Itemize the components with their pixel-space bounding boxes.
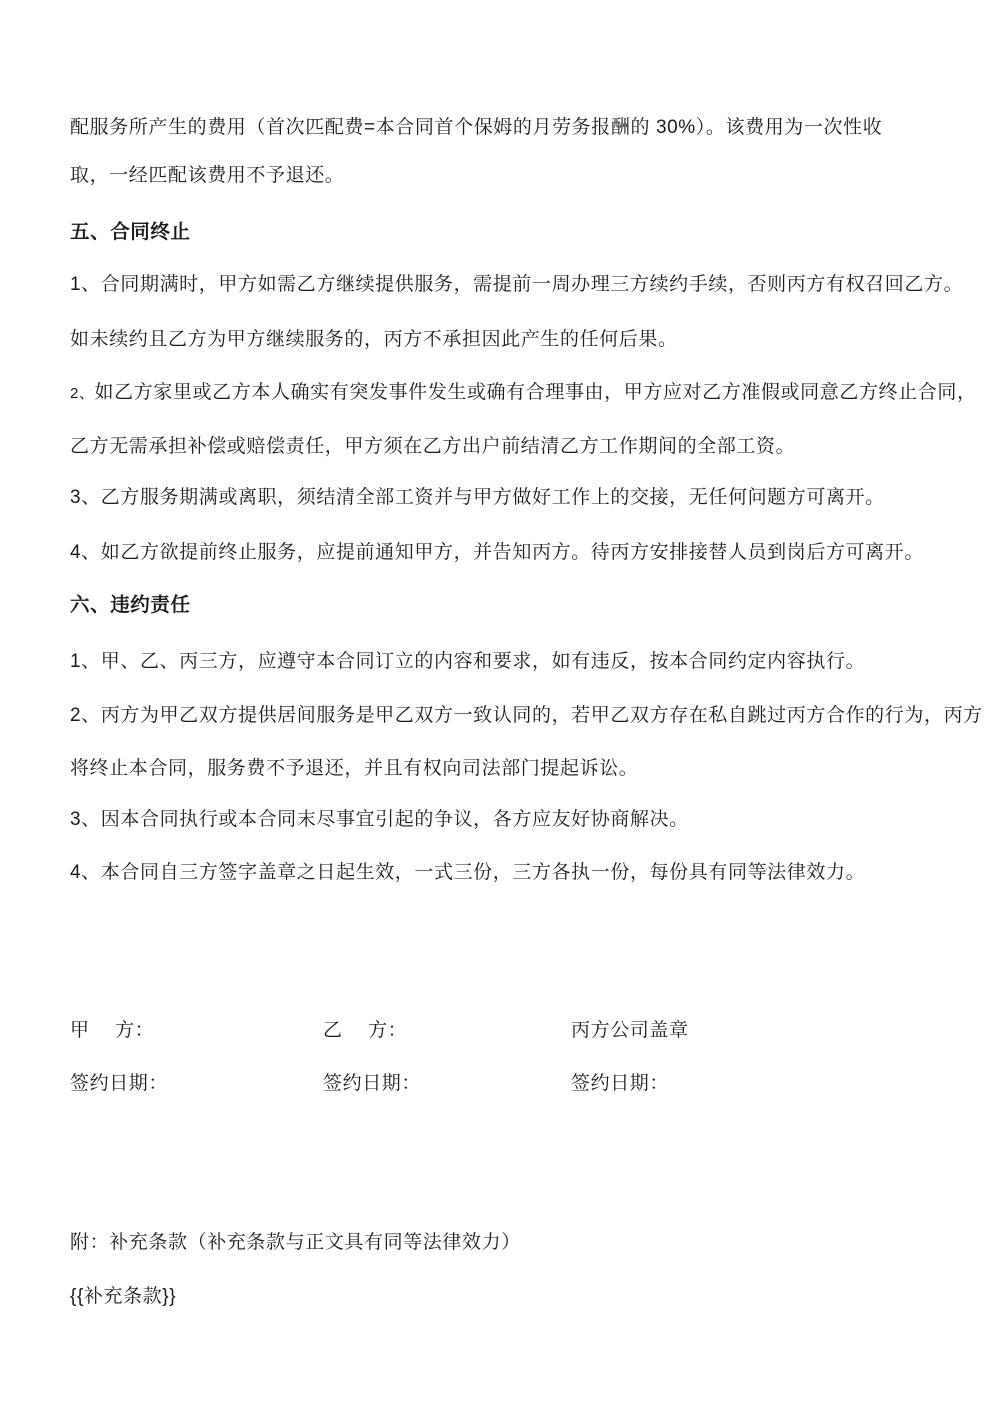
party-b-sign-date-label: 签约日期： (323, 1073, 422, 1094)
party-a-sign-date-label: 签约日期： (70, 1073, 169, 1094)
section-breach-heading: 六、违约责任 (70, 594, 191, 616)
party-c-sign-date-label: 签约日期： (571, 1073, 670, 1094)
termination-clause-2-line-2: 乙方无需承担补偿或赔偿责任，甲方须在乙方出户前结清乙方工作期间的全部工资。 (70, 436, 796, 457)
appendix-title: 附：补充条款（补充条款与正文具有同等法律效力） (70, 1232, 521, 1253)
party-b-signature-label: 乙 方： (323, 1020, 408, 1041)
termination-clause-4: 4、如乙方欲提前终止服务，应提前通知甲方，并告知丙方。待丙方安排接替人员到岗后方可离开。 (70, 542, 924, 563)
party-a-signature-label: 甲 方： (70, 1020, 155, 1041)
fee-paragraph-line-1: 配服务所产生的费用（首次匹配费=本合同首个保姆的月劳务报酬的 30%）。该费用为一次性收 (70, 117, 883, 138)
termination-clause-1-line-1: 1、合同期满时，甲方如需乙方继续提供服务，需提前一周办理三方续约手续，否则丙方有权召回乙方。 (70, 274, 964, 295)
party-c-company-seal-label: 丙方公司盖章 (571, 1020, 689, 1041)
section-termination-heading: 五、合同终止 (70, 221, 191, 243)
termination-clause-2-line-1 (70, 382, 977, 404)
termination-clause-2-text: 如乙方家里或乙方本人确实有突发事件发生或确有合理事由，甲方应对乙方准假或同意乙方终止合同， (94, 382, 977, 403)
appendix-supplementary-terms-placeholder: {{补充条款}} (70, 1286, 177, 1307)
breach-clause-2-line-2: 将终止本合同，服务费不予退还，并且有权向司法部门提起诉讼。 (70, 758, 639, 779)
fee-paragraph-line-2: 取，一经匹配该费用不予退还。 (70, 165, 345, 186)
termination-clause-1-line-2: 如未续约且乙方为甲方继续服务的，丙方不承担因此产生的任何后果。 (70, 329, 678, 350)
breach-clause-3: 3、因本合同执行或本合同末尽事宜引起的争议，各方应友好协商解决。 (70, 809, 689, 830)
breach-clause-2-line-1: 2、丙方为甲乙双方提供居间服务是甲乙双方一致认同的，若甲乙双方存在私自跳过丙方合作的行为，丙方 (70, 705, 983, 726)
termination-clause-3: 3、乙方服务期满或离职，须结清全部工资并与甲方做好工作上的交接，无任何问题方可离开。 (70, 487, 885, 508)
breach-clause-1: 1、甲、乙、丙三方，应遵守本合同订立的内容和要求，如有违反，按本合同约定内容执行。 (70, 651, 866, 672)
breach-clause-4: 4、本合同自三方签字盖章之日起生效，一式三份，三方各执一份，每份具有同等法律效力。 (70, 862, 866, 883)
termination-clause-2-number: 2、 (70, 385, 95, 402)
